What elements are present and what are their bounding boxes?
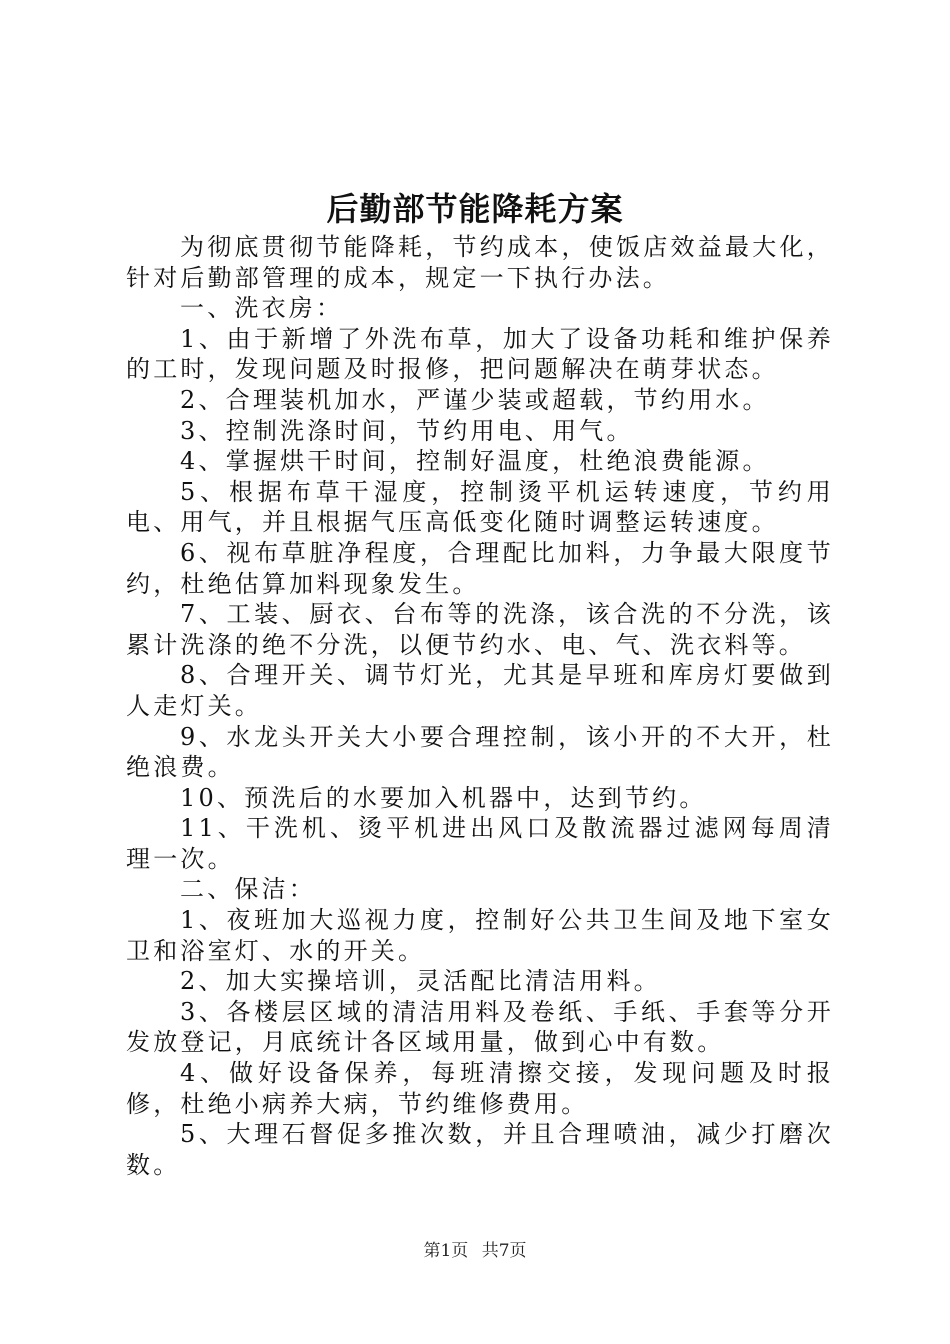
- laundry-item: 8、合理开关、调节灯光，尤其是早班和库房灯要做到人走灯关。: [126, 661, 834, 720]
- cleaning-item: 5、大理石督促多推次数，并且合理喷油，减少打磨次数。: [126, 1120, 834, 1179]
- laundry-item: 5、根据布草干湿度，控制烫平机运转速度，节约用电、用气，并且根据气压高低变化随时调整运转速度。: [126, 477, 834, 537]
- cleaning-item: 2、加大实操培训，灵活配比清洁用料。: [180, 967, 661, 996]
- laundry-item: 9、水龙头开关大小要合理控制，该小开的不大开，杜绝浪费。: [126, 722, 834, 782]
- laundry-item: 6、视布草脏净程度，合理配比加料，力争最大限度节约，杜绝估算加料现象发生。: [126, 538, 834, 598]
- page-number: 第1页: [423, 1241, 469, 1261]
- cleaning-item: 4、做好设备保养，每班清擦交接，发现问题及时报修，杜绝小病养大病，节约维修费用。: [126, 1059, 834, 1118]
- laundry-item: 4、掌握烘干时间，控制好温度，杜绝浪费能源。: [180, 447, 770, 476]
- laundry-item: 10、预洗后的水要加入机器中，达到节约。: [180, 783, 707, 812]
- page-footer: [0, 1240, 950, 1262]
- cleaning-item: 1、夜班加大巡视力度，控制好公共卫生间及地下室女卫和浴室灯、水的开关。: [126, 906, 834, 965]
- laundry-item: 1、由于新增了外洗布草，加大了设备功耗和维护保养的工时，发现问题及时报修，把问题解决在萌芽状态。: [126, 324, 834, 384]
- laundry-item: 11、干洗机、烫平机进出风口及散流器过滤网每周清理一次。: [126, 814, 834, 873]
- laundry-item: 7、工装、厨衣、台布等的洗涤，该合洗的不分洗，该累计洗涤的绝不分洗，以便节约水、电、气、洗衣料等。: [126, 600, 834, 659]
- section-heading-cleaning: 二、保洁：: [180, 875, 316, 904]
- document-title: 后勤部节能降耗方案: [326, 190, 624, 228]
- document-body: [126, 232, 834, 1180]
- section-heading-laundry: 一、洗衣房：: [180, 294, 344, 323]
- page-total: 共7页: [481, 1241, 527, 1261]
- cleaning-item: 3、各楼层区域的清洁用料及卷纸、手纸、手套等分开发放登记，月底统计各区域用量，做到心中有数。: [126, 997, 834, 1057]
- laundry-item: 2、合理装机加水，严谨少装或超载，节约用水。: [180, 385, 770, 414]
- intro-paragraph: 为彻底贯彻节能降耗，节约成本，使饭店效益最大化，针对后勤部管理的成本，规定一下执行办法。: [126, 233, 834, 292]
- laundry-item: 3、控制洗涤时间，节约用电、用气。: [180, 416, 634, 445]
